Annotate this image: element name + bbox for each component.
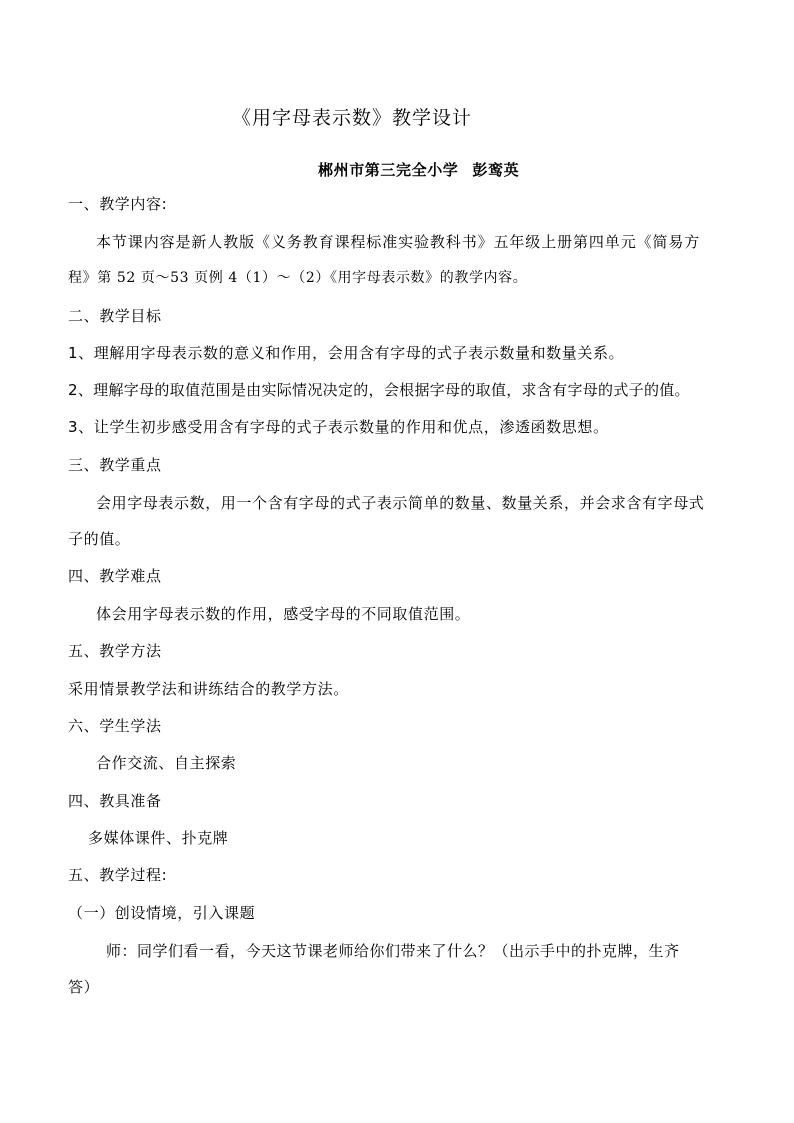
heading-teaching-tools: 四、教具准备 xyxy=(68,792,162,810)
difficulties-line: 体会用字母表示数的作用，感受字母的不同取值范围。 xyxy=(96,605,471,623)
process-paragraph-line2: 答） xyxy=(68,978,100,996)
content-paragraph-line1: 本节课内容是新人教版《义务教育课程标准实验教科书》五年级上册第四单元《简易方 xyxy=(96,233,701,251)
goal-item-2: 2、理解字母的取值范围是由实际情况决定的，会根据字母的取值，求含有字母的式子的值。 xyxy=(68,381,690,399)
heading-difficulties: 四、教学难点 xyxy=(68,567,162,585)
author-name: 彭鸾英 xyxy=(472,161,520,179)
content-paragraph-line2: 程》第 52 页～53 页例 4（1）～（2）《用字母表示数》的教学内容。 xyxy=(68,270,528,286)
goal-item-3: 3、让学生初步感受用含有字母的式子表示数量的作用和优点，渗透函数思想。 xyxy=(68,418,609,436)
author-line xyxy=(318,160,519,180)
document-title: 《用字母表示数》教学设计 xyxy=(232,107,473,129)
heading-key-points: 三、教学重点 xyxy=(68,456,162,474)
process-paragraph-line1: 师：同学们看一看，今天这节课老师给你们带来了什么？（出示手中的扑克牌，生齐 xyxy=(106,942,680,960)
heading-teaching-method: 五、教学方法 xyxy=(68,642,162,660)
author-school: 郴州市第三完全小学 xyxy=(318,161,459,179)
key-points-line1: 会用字母表示数，用一个含有字母的式子表示简单的数量、数量关系，并会求含有字母式 xyxy=(96,494,705,512)
key-points-line2: 子的值。 xyxy=(68,530,131,548)
heading-teaching-process: 五、教学过程: xyxy=(68,866,168,884)
teaching-method-line: 采用情景教学法和讲练结合的教学方法。 xyxy=(68,680,349,698)
study-method-line: 合作交流、自主探索 xyxy=(96,754,237,772)
process-subheading-1: （一）创设情境，引入课题 xyxy=(68,904,256,922)
teaching-tools-line: 多媒体课件、扑克牌 xyxy=(88,829,229,847)
heading-study-method: 六、学生学法 xyxy=(68,717,162,735)
heading-teaching-content: 一、教学内容: xyxy=(68,195,168,213)
heading-teaching-goals: 二、教学目标 xyxy=(68,307,162,325)
goal-item-1: 1、理解用字母表示数的意义和作用，会用含有字母的式子表示数量和数量关系。 xyxy=(68,344,625,362)
